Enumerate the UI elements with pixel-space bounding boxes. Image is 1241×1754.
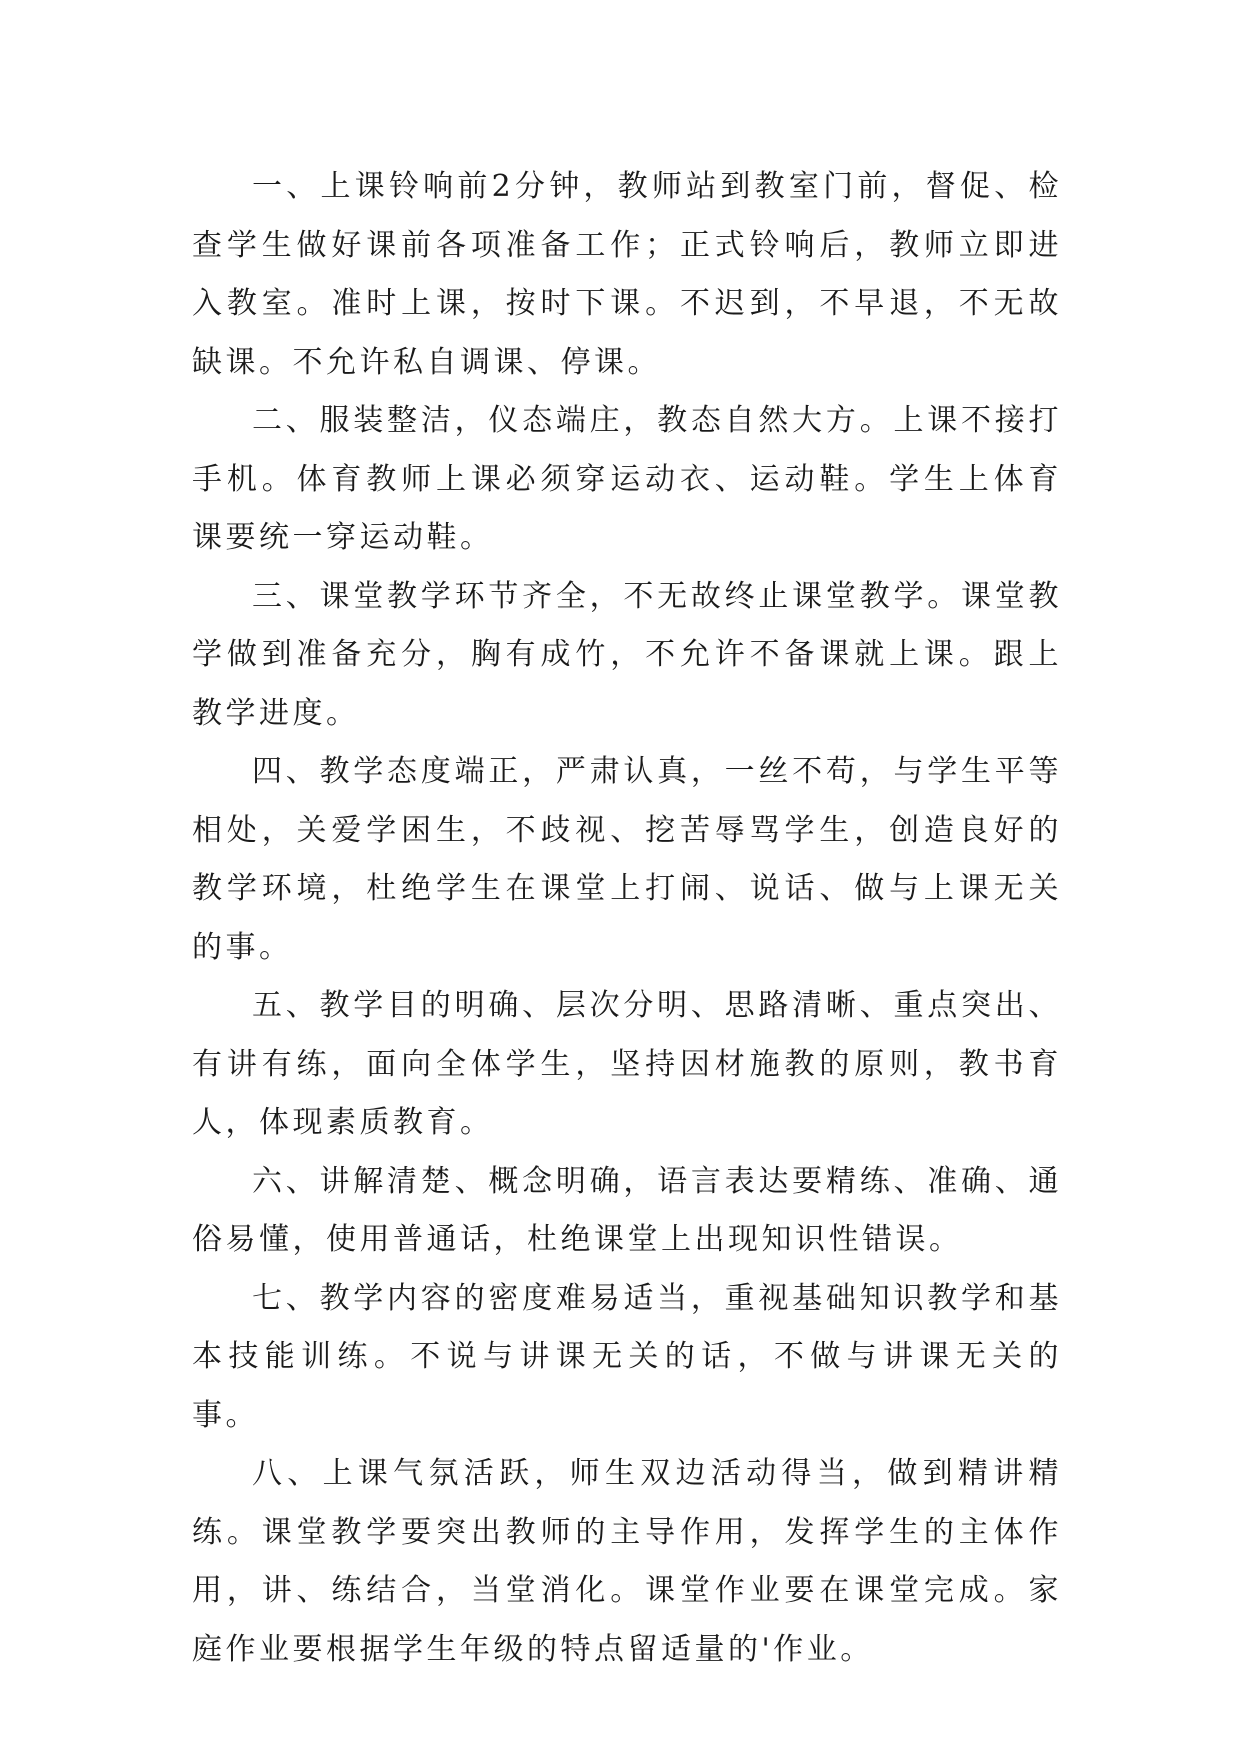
paragraph-3: 三、课堂教学环节齐全，不无故终止课堂教学。课堂教学做到准备充分，胸有成竹，不允许不备课就上课。跟上教学进度。: [192, 578, 1062, 731]
paragraph-2: 二、服装整洁，仪态端庄，教态自然大方。上课不接打手机。体育教师上课必须穿运动衣、运动鞋。学生上体育课要统一穿运动鞋。: [192, 403, 1062, 555]
document-body: [192, 158, 1062, 1679]
paragraph-7: 七、教学内容的密度难易适当，重视基础知识教学和基本技能训练。不说与讲课无关的话，不做与讲课无关的事。: [192, 1280, 1062, 1433]
paragraph-4: 四、教学态度端正，严肃认真，一丝不苟，与学生平等相处，关爱学困生，不歧视、挖苦辱骂学生，创造良好的教学环境，杜绝学生在课堂上打闹、说话、做与上课无关的事。: [192, 754, 1062, 965]
paragraph-5: 五、教学目的明确、层次分明、思路清晰、重点突出、有讲有练，面向全体学生，坚持因材施教的原则，教书育人，体现素质教育。: [192, 988, 1062, 1140]
paragraph-6: 六、讲解清楚、概念明确，语言表达要精练、准确、通俗易懂，使用普通话，杜绝课堂上出现知识性错误。: [192, 1163, 1062, 1257]
paragraph-1: 一、上课铃响前2分钟，教师站到教室门前，督促、检查学生做好课前各项准备工作；正式铃响后，教师立即进入教室。准时上课，按时下课。不迟到，不早退，不无故缺课。不允许私自调课、停课。: [192, 169, 1062, 380]
paragraph-8: 八、上课气氛活跃，师生双边活动得当，做到精讲精练。课堂教学要突出教师的主导作用，发挥学生的主体作用，讲、练结合，当堂消化。课堂作业要在课堂完成。家庭作业要根据学生年级的特点留适量的'作业。: [192, 1456, 1062, 1667]
